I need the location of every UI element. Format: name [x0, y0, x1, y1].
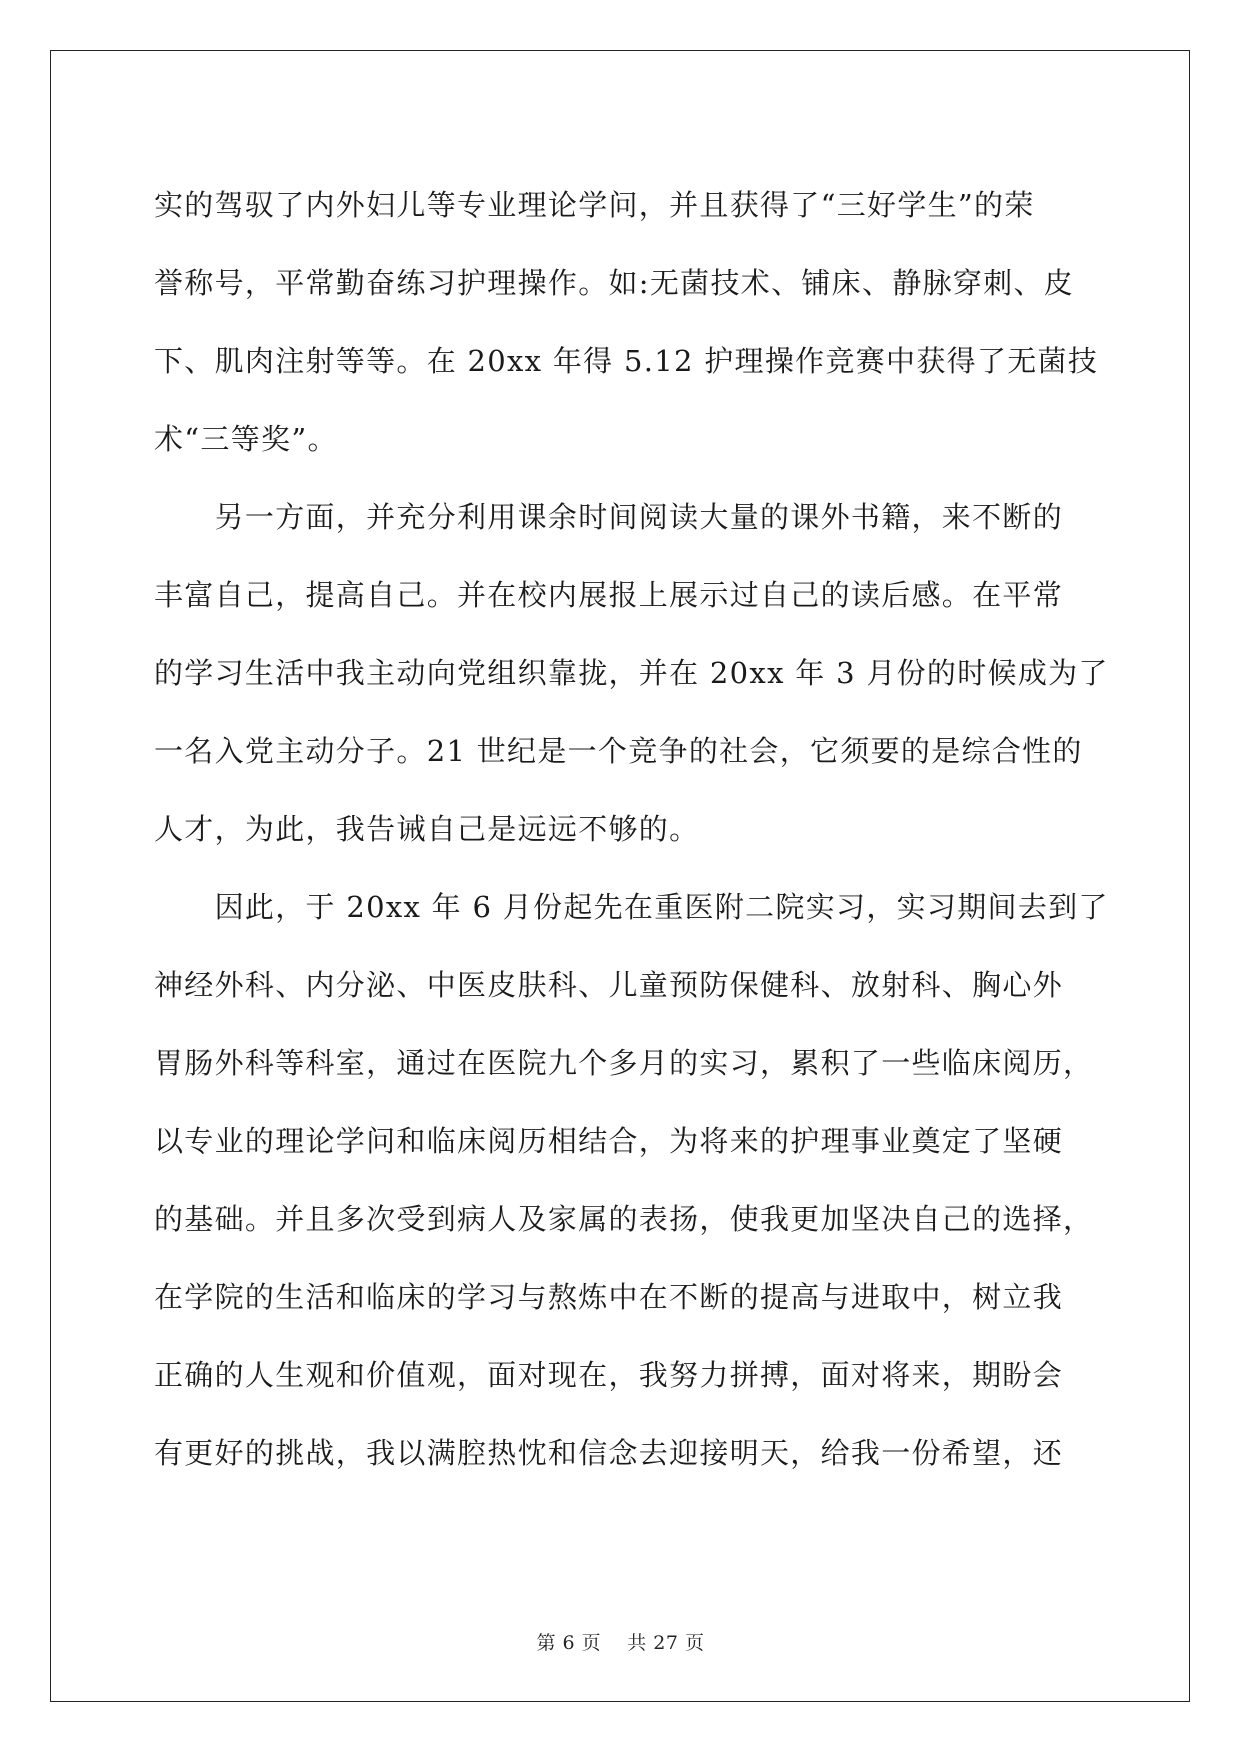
- text-line: 神经外科、内分泌、中医皮肤科、儿童预防保健科、放射科、胸心外: [154, 968, 1064, 1002]
- text-line: 有更好的挑战，我以满腔热忱和信念去迎接明天，给我一份希望，还: [154, 1436, 1064, 1470]
- text-line: 的学习生活中我主动向党组织靠拢，并在 20xx 年 3 月份的时候成为了: [154, 656, 1109, 690]
- text-line: 因此，于 20xx 年 6 月份起先在重医附二院实习，实习期间去到了: [154, 890, 1109, 924]
- text-line: 术“三等奖”。: [154, 422, 338, 456]
- text-line: 正确的人生观和价值观，面对现在，我努力拼搏，面对将来，期盼会: [154, 1358, 1064, 1392]
- page-number-footer: 第 6 页 共 27 页: [536, 1632, 705, 1654]
- document-body: [154, 166, 1109, 1492]
- text-line: 胃肠外科等科室，通过在医院九个多月的实习，累积了一些临床阅历，: [154, 1046, 1094, 1080]
- text-line: 另一方面，并充分利用课余时间阅读大量的课外书籍，来不断的: [154, 500, 1064, 534]
- text-line: 以专业的理论学问和临床阅历相结合，为将来的护理事业奠定了坚硬: [154, 1124, 1064, 1158]
- text-line: 人才，为此，我告诫自己是远远不够的。: [154, 812, 700, 846]
- text-line: 的基础。并且多次受到病人及家属的表扬，使我更加坚决自己的选择，: [154, 1202, 1094, 1236]
- text-line: 誉称号，平常勤奋练习护理操作。如:无菌技术、铺床、静脉穿刺、皮: [154, 266, 1075, 300]
- text-line: 在学院的生活和临床的学习与熬炼中在不断的提高与进取中，树立我: [154, 1280, 1064, 1314]
- text-line: 丰富自己，提高自己。并在校内展报上展示过自己的读后感。在平常: [154, 578, 1064, 612]
- text-line: 实的驾驭了内外妇儿等专业理论学问，并且获得了“三好学生”的荣: [154, 188, 1035, 222]
- text-line: 下、肌肉注射等等。在 20xx 年得 5.12 护理操作竞赛中获得了无菌技: [154, 344, 1099, 378]
- text-line: 一名入党主动分子。21 世纪是一个竞争的社会，它须要的是综合性的: [154, 734, 1083, 768]
